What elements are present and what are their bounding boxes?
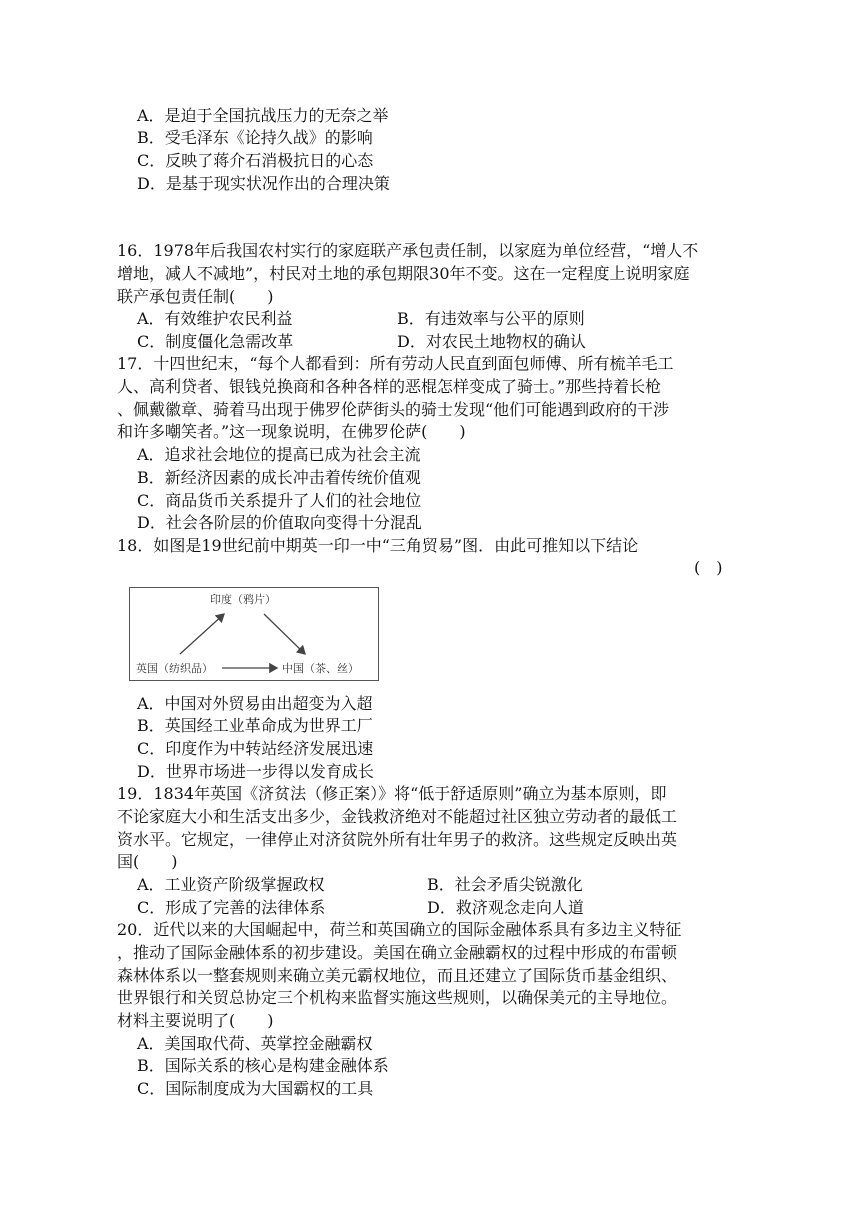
q19-option-d: D．救济观念走向人道	[427, 898, 584, 917]
q16-stem-line-2: 增地，减人不减地”，村民对土地的承包期限30年不变。这在一定程度上说明家庭	[117, 264, 690, 283]
q15-option-d: D．是基于现实状况作出的合理决策	[137, 174, 390, 193]
q16-option-c: C．制度僵化急需改革	[137, 332, 294, 351]
q19-stem-line-1: 19．1834年英国《济贫法（修正案）》将“低于舒适原则”确立为基本原则，即	[117, 784, 667, 803]
q16-option-a: A．有效维护农民利益	[137, 309, 293, 328]
q20-option-a: A．美国取代荷、英掌控金融霸权	[137, 1034, 373, 1053]
q19-option-c: C．形成了完善的法律体系	[137, 898, 326, 917]
q18-option-c: C．印度作为中转站经济发展迅速	[137, 739, 374, 758]
q18-answer-paren: ( )	[694, 558, 723, 577]
india-label: 印度（鸦片）	[210, 593, 276, 606]
q17-stem-line-4: 和许多嘲笑者。”这一现象说明，在佛罗伦萨( )	[117, 422, 466, 441]
arrow-india-to-china	[264, 614, 305, 654]
q17-stem-line-3: 、佩戴徽章、骑着马出现于佛罗伦萨街头的骑士发现“他们可能遇到政府的干涉	[117, 400, 670, 419]
q17-option-c: C．商品货币关系提升了人们的社会地位	[137, 491, 422, 510]
q17-option-b: B．新经济因素的成长冲击着传统价值观	[137, 468, 421, 487]
q20-stem-line-5: 材料主要说明了( )	[117, 1011, 274, 1030]
q17-option-a: A．追求社会地位的提高已成为社会主流	[137, 445, 421, 464]
q20-stem-line-1: 20．近代以来的大国崛起中，荷兰和英国确立的国际金融体系具有多边主义特征	[117, 920, 682, 939]
q18-stem: 18．如图是19世纪前中期英一印一中“三角贸易”图．由此可推知以下结论	[117, 536, 639, 555]
q15-option-a: A．是迫于全国抗战压力的无奈之举	[137, 106, 389, 125]
q20-option-c: C．国际制度成为大国霸权的工具	[137, 1079, 374, 1098]
q19-stem-line-2: 不论家庭大小和生活支出多少，金钱救济绝对不能超过社区独立劳动者的最低工	[117, 807, 678, 826]
china-label: 中国（茶、丝）	[282, 662, 359, 675]
q18-option-b: B．英国经工业革命成为世界工厂	[137, 716, 373, 735]
arrow-britain-to-india	[180, 614, 224, 654]
q16-option-d: D．对农民土地物权的确认	[397, 332, 586, 351]
q19-stem-line-3: 资水平。它规定，一律停止对济贫院外所有壮年男子的救济。这些规定反映出英	[117, 830, 678, 849]
q20-stem-line-2: ，推动了国际金融体系的初步建设。美国在确立金融霸权的过程中形成的布雷顿	[117, 943, 678, 962]
q15-option-b: B．受毛泽东《论持久战》的影响	[137, 128, 373, 147]
q17-stem-line-2: 人、高利贷者、银钱兑换商和各种各样的恶棍怎样变成了骑士。”那些持着长枪	[117, 377, 662, 396]
q16-stem-line-1: 16．1978年后我国农村实行的家庭联产承包责任制，以家庭为单位经营，“增人不	[117, 241, 699, 260]
q20-stem-line-3: 森林体系以一整套规则来确立美元霸权地位，而且还建立了国际货币基金组织、	[117, 966, 678, 985]
q20-option-b: B．国际关系的核心是构建金融体系	[137, 1056, 389, 1075]
q18-option-d: D．世界市场进一步得以发育成长	[137, 762, 374, 781]
q19-option-a: A．工业资产阶级掌握政权	[137, 875, 325, 894]
q15-option-c: C．反映了蒋介石消极抗日的心态	[137, 151, 374, 170]
triangle-trade-diagram	[129, 587, 379, 681]
q20-stem-line-4: 世界银行和关贸总协定三个机构来监督实施这些规则，以确保美元的主导地位。	[117, 988, 678, 1007]
q16-stem-line-3: 联产承包责任制( )	[117, 287, 274, 306]
q17-stem-line-1: 17．十四世纪末，“每个人都看到：所有劳动人民直到面包师傅、所有梳羊毛工	[117, 354, 674, 373]
q19-option-b: B．社会矛盾尖锐激化	[427, 875, 583, 894]
q16-option-b: B．有违效率与公平的原则	[397, 309, 585, 328]
q17-option-d: D．社会各阶层的价值取向变得十分混乱	[137, 513, 422, 532]
britain-label: 英国（纺织品）	[136, 662, 213, 675]
q18-option-a: A．中国对外贸易由出超变为入超	[137, 694, 373, 713]
q19-stem-line-4: 国( )	[117, 852, 178, 871]
